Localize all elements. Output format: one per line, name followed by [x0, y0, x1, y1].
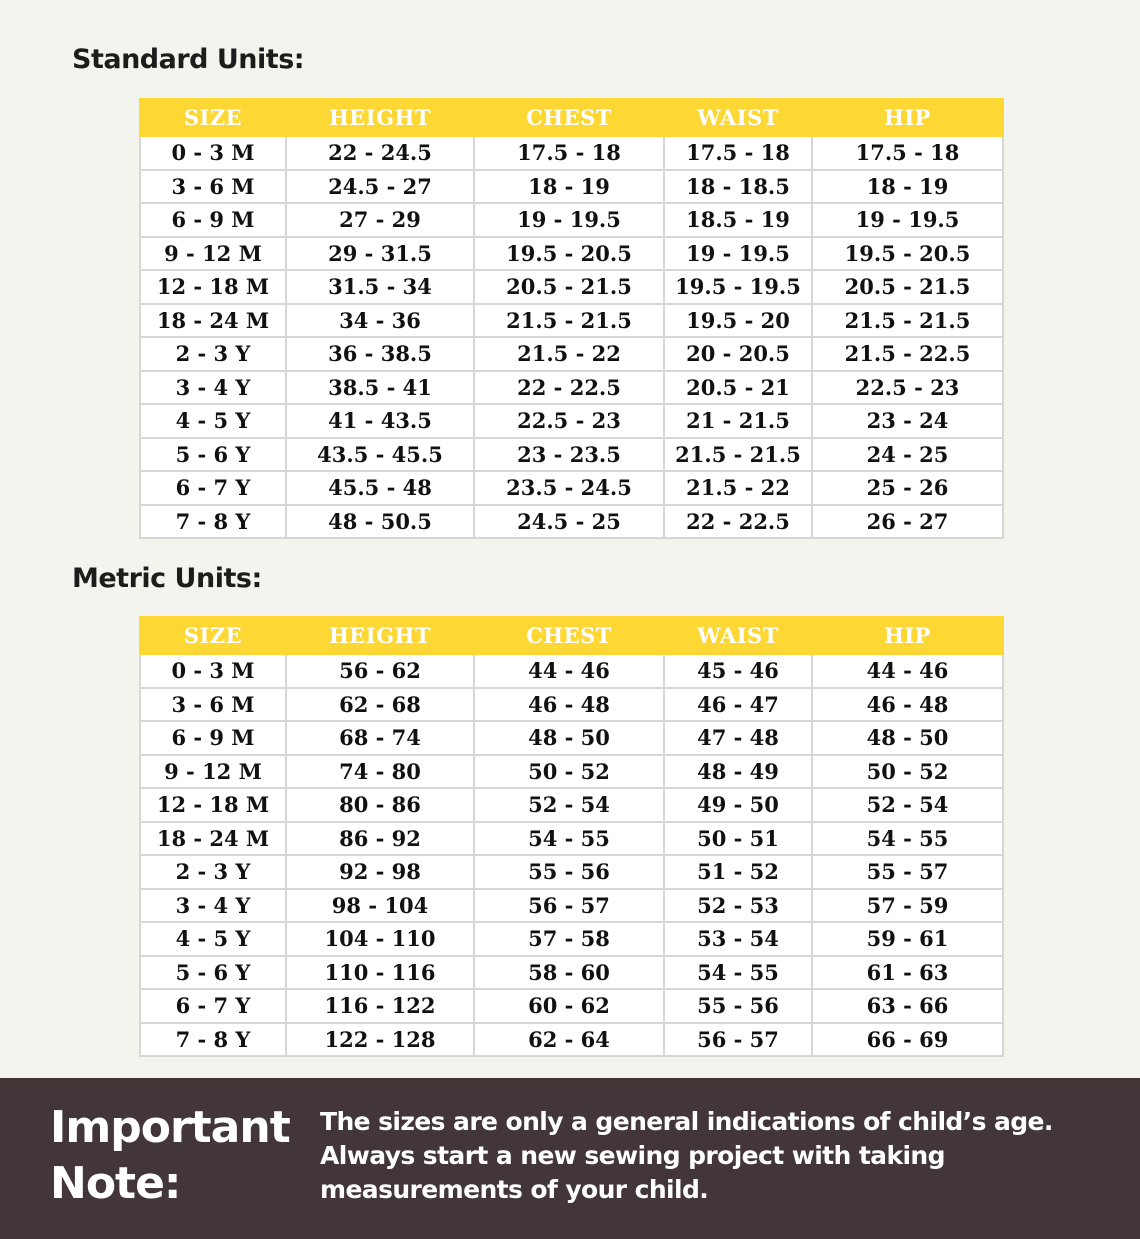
table-cell-size: 6 - 7 Y [140, 989, 286, 1023]
table-cell-chest: 55 - 56 [474, 855, 664, 889]
note-line-3: measurements of your child. [320, 1175, 709, 1204]
column-header-height: HEIGHT [286, 617, 474, 654]
table-cell-size: 2 - 3 Y [140, 337, 286, 371]
metric-units-title: Metric Units: [72, 563, 262, 594]
table-cell-hip: 21.5 - 21.5 [812, 304, 1003, 338]
table-cell-size: 7 - 8 Y [140, 1023, 286, 1057]
table-cell-height: 98 - 104 [286, 889, 474, 923]
column-header-size: SIZE [140, 99, 286, 136]
table-cell-hip: 55 - 57 [812, 855, 1003, 889]
table-cell-chest: 57 - 58 [474, 922, 664, 956]
table-cell-height: 27 - 29 [286, 203, 474, 237]
note-line-1: The sizes are only a general indications of child’s age. [320, 1107, 1053, 1136]
table-cell-chest: 56 - 57 [474, 889, 664, 923]
table-cell-chest: 18 - 19 [474, 170, 664, 204]
table-cell-height: 86 - 92 [286, 822, 474, 856]
important-note-band [0, 1078, 1140, 1239]
table-cell-size: 3 - 6 M [140, 688, 286, 722]
table-row [140, 404, 1003, 438]
table-row [140, 922, 1003, 956]
table-cell-chest: 22 - 22.5 [474, 371, 664, 405]
table-row [140, 788, 1003, 822]
table-cell-height: 74 - 80 [286, 755, 474, 789]
table-cell-height: 68 - 74 [286, 721, 474, 755]
table-cell-chest: 23 - 23.5 [474, 438, 664, 472]
table-cell-size: 9 - 12 M [140, 237, 286, 271]
column-header-waist: WAIST [664, 99, 812, 136]
table-row [140, 505, 1003, 539]
table-cell-height: 36 - 38.5 [286, 337, 474, 371]
column-header-chest: CHEST [474, 617, 664, 654]
table-cell-waist: 53 - 54 [664, 922, 812, 956]
table-cell-chest: 60 - 62 [474, 989, 664, 1023]
table-cell-size: 2 - 3 Y [140, 855, 286, 889]
table-cell-height: 110 - 116 [286, 956, 474, 990]
table-cell-waist: 48 - 49 [664, 755, 812, 789]
table-cell-hip: 50 - 52 [812, 755, 1003, 789]
table-row [140, 889, 1003, 923]
table-cell-size: 7 - 8 Y [140, 505, 286, 539]
note-line-2: Always start a new sewing project with taking [320, 1141, 945, 1170]
table-cell-hip: 25 - 26 [812, 471, 1003, 505]
table-cell-size: 6 - 9 M [140, 203, 286, 237]
table-cell-height: 80 - 86 [286, 788, 474, 822]
note-heading-line1: Important [50, 1102, 290, 1153]
table-cell-waist: 49 - 50 [664, 788, 812, 822]
table-row [140, 136, 1003, 170]
table-cell-waist: 22 - 22.5 [664, 505, 812, 539]
table-cell-waist: 19.5 - 20 [664, 304, 812, 338]
table-row [140, 237, 1003, 271]
table-cell-chest: 19.5 - 20.5 [474, 237, 664, 271]
table-cell-waist: 47 - 48 [664, 721, 812, 755]
table-cell-height: 24.5 - 27 [286, 170, 474, 204]
table-row [140, 721, 1003, 755]
table-cell-hip: 59 - 61 [812, 922, 1003, 956]
table-cell-waist: 19.5 - 19.5 [664, 270, 812, 304]
table-cell-chest: 54 - 55 [474, 822, 664, 856]
table-cell-hip: 20.5 - 21.5 [812, 270, 1003, 304]
table-cell-hip: 66 - 69 [812, 1023, 1003, 1057]
table-cell-waist: 18.5 - 19 [664, 203, 812, 237]
table-cell-waist: 55 - 56 [664, 989, 812, 1023]
table-cell-hip: 23 - 24 [812, 404, 1003, 438]
table-row [140, 371, 1003, 405]
table-cell-hip: 26 - 27 [812, 505, 1003, 539]
table-cell-size: 0 - 3 M [140, 136, 286, 170]
table-cell-chest: 19 - 19.5 [474, 203, 664, 237]
table-cell-height: 38.5 - 41 [286, 371, 474, 405]
table-cell-size: 12 - 18 M [140, 788, 286, 822]
table-cell-size: 12 - 18 M [140, 270, 286, 304]
table-row [140, 755, 1003, 789]
table-cell-size: 0 - 3 M [140, 654, 286, 688]
table-cell-chest: 52 - 54 [474, 788, 664, 822]
table-cell-size: 3 - 4 Y [140, 371, 286, 405]
table-cell-hip: 48 - 50 [812, 721, 1003, 755]
table-cell-height: 34 - 36 [286, 304, 474, 338]
table-cell-hip: 21.5 - 22.5 [812, 337, 1003, 371]
table-cell-waist: 19 - 19.5 [664, 237, 812, 271]
table-cell-hip: 24 - 25 [812, 438, 1003, 472]
column-header-hip: HIP [812, 99, 1003, 136]
column-header-hip: HIP [812, 617, 1003, 654]
table-cell-waist: 45 - 46 [664, 654, 812, 688]
table-cell-hip: 52 - 54 [812, 788, 1003, 822]
table-cell-waist: 17.5 - 18 [664, 136, 812, 170]
table-cell-hip: 61 - 63 [812, 956, 1003, 990]
table-row [140, 989, 1003, 1023]
table-cell-height: 29 - 31.5 [286, 237, 474, 271]
table-cell-waist: 56 - 57 [664, 1023, 812, 1057]
table-cell-size: 3 - 6 M [140, 170, 286, 204]
table-cell-size: 18 - 24 M [140, 822, 286, 856]
table-row [140, 822, 1003, 856]
table-row [140, 855, 1003, 889]
table-row [140, 654, 1003, 688]
table-cell-height: 22 - 24.5 [286, 136, 474, 170]
table-cell-height: 56 - 62 [286, 654, 474, 688]
table-cell-chest: 24.5 - 25 [474, 505, 664, 539]
table-cell-chest: 21.5 - 21.5 [474, 304, 664, 338]
table-cell-size: 3 - 4 Y [140, 889, 286, 923]
note-heading [50, 1100, 310, 1212]
table-cell-height: 92 - 98 [286, 855, 474, 889]
table-cell-hip: 54 - 55 [812, 822, 1003, 856]
table-cell-chest: 44 - 46 [474, 654, 664, 688]
table-cell-size: 9 - 12 M [140, 755, 286, 789]
table-cell-height: 122 - 128 [286, 1023, 474, 1057]
table-cell-height: 43.5 - 45.5 [286, 438, 474, 472]
table-cell-size: 5 - 6 Y [140, 438, 286, 472]
table-row [140, 1023, 1003, 1057]
table-cell-waist: 21.5 - 21.5 [664, 438, 812, 472]
table-cell-waist: 21 - 21.5 [664, 404, 812, 438]
table-cell-hip: 44 - 46 [812, 654, 1003, 688]
table-cell-waist: 18 - 18.5 [664, 170, 812, 204]
table-header-row [140, 99, 1003, 136]
table-row [140, 304, 1003, 338]
table-cell-waist: 51 - 52 [664, 855, 812, 889]
table-cell-waist: 21.5 - 22 [664, 471, 812, 505]
table-cell-chest: 21.5 - 22 [474, 337, 664, 371]
table-cell-size: 6 - 7 Y [140, 471, 286, 505]
table-cell-height: 62 - 68 [286, 688, 474, 722]
table-cell-hip: 19 - 19.5 [812, 203, 1003, 237]
table-cell-height: 45.5 - 48 [286, 471, 474, 505]
table-cell-hip: 17.5 - 18 [812, 136, 1003, 170]
column-header-waist: WAIST [664, 617, 812, 654]
table-row [140, 337, 1003, 371]
standard-size-table [139, 98, 1004, 539]
table-cell-size: 5 - 6 Y [140, 956, 286, 990]
column-header-height: HEIGHT [286, 99, 474, 136]
table-cell-size: 4 - 5 Y [140, 404, 286, 438]
table-cell-hip: 18 - 19 [812, 170, 1003, 204]
table-cell-height: 48 - 50.5 [286, 505, 474, 539]
column-header-chest: CHEST [474, 99, 664, 136]
table-cell-height: 104 - 110 [286, 922, 474, 956]
note-heading-line2: Note: [50, 1158, 181, 1209]
table-cell-hip: 63 - 66 [812, 989, 1003, 1023]
table-cell-chest: 58 - 60 [474, 956, 664, 990]
table-cell-waist: 20 - 20.5 [664, 337, 812, 371]
table-cell-chest: 23.5 - 24.5 [474, 471, 664, 505]
table-cell-chest: 46 - 48 [474, 688, 664, 722]
table-cell-waist: 50 - 51 [664, 822, 812, 856]
column-header-size: SIZE [140, 617, 286, 654]
table-cell-chest: 20.5 - 21.5 [474, 270, 664, 304]
table-cell-chest: 62 - 64 [474, 1023, 664, 1057]
table-cell-height: 31.5 - 34 [286, 270, 474, 304]
table-cell-waist: 54 - 55 [664, 956, 812, 990]
table-cell-chest: 17.5 - 18 [474, 136, 664, 170]
table-cell-waist: 20.5 - 21 [664, 371, 812, 405]
table-row [140, 438, 1003, 472]
table-cell-chest: 22.5 - 23 [474, 404, 664, 438]
table-row [140, 203, 1003, 237]
table-cell-hip: 46 - 48 [812, 688, 1003, 722]
table-cell-chest: 50 - 52 [474, 755, 664, 789]
table-row [140, 270, 1003, 304]
table-cell-hip: 57 - 59 [812, 889, 1003, 923]
table-header-row [140, 617, 1003, 654]
table-cell-hip: 22.5 - 23 [812, 371, 1003, 405]
table-cell-height: 116 - 122 [286, 989, 474, 1023]
table-row [140, 170, 1003, 204]
note-text [320, 1105, 1120, 1207]
table-cell-chest: 48 - 50 [474, 721, 664, 755]
table-row [140, 688, 1003, 722]
standard-units-title: Standard Units: [72, 44, 305, 75]
table-cell-size: 6 - 9 M [140, 721, 286, 755]
table-cell-size: 4 - 5 Y [140, 922, 286, 956]
table-cell-waist: 46 - 47 [664, 688, 812, 722]
table-row [140, 956, 1003, 990]
table-cell-height: 41 - 43.5 [286, 404, 474, 438]
table-cell-size: 18 - 24 M [140, 304, 286, 338]
table-cell-waist: 52 - 53 [664, 889, 812, 923]
metric-size-table [139, 616, 1004, 1057]
table-row [140, 471, 1003, 505]
table-cell-hip: 19.5 - 20.5 [812, 237, 1003, 271]
